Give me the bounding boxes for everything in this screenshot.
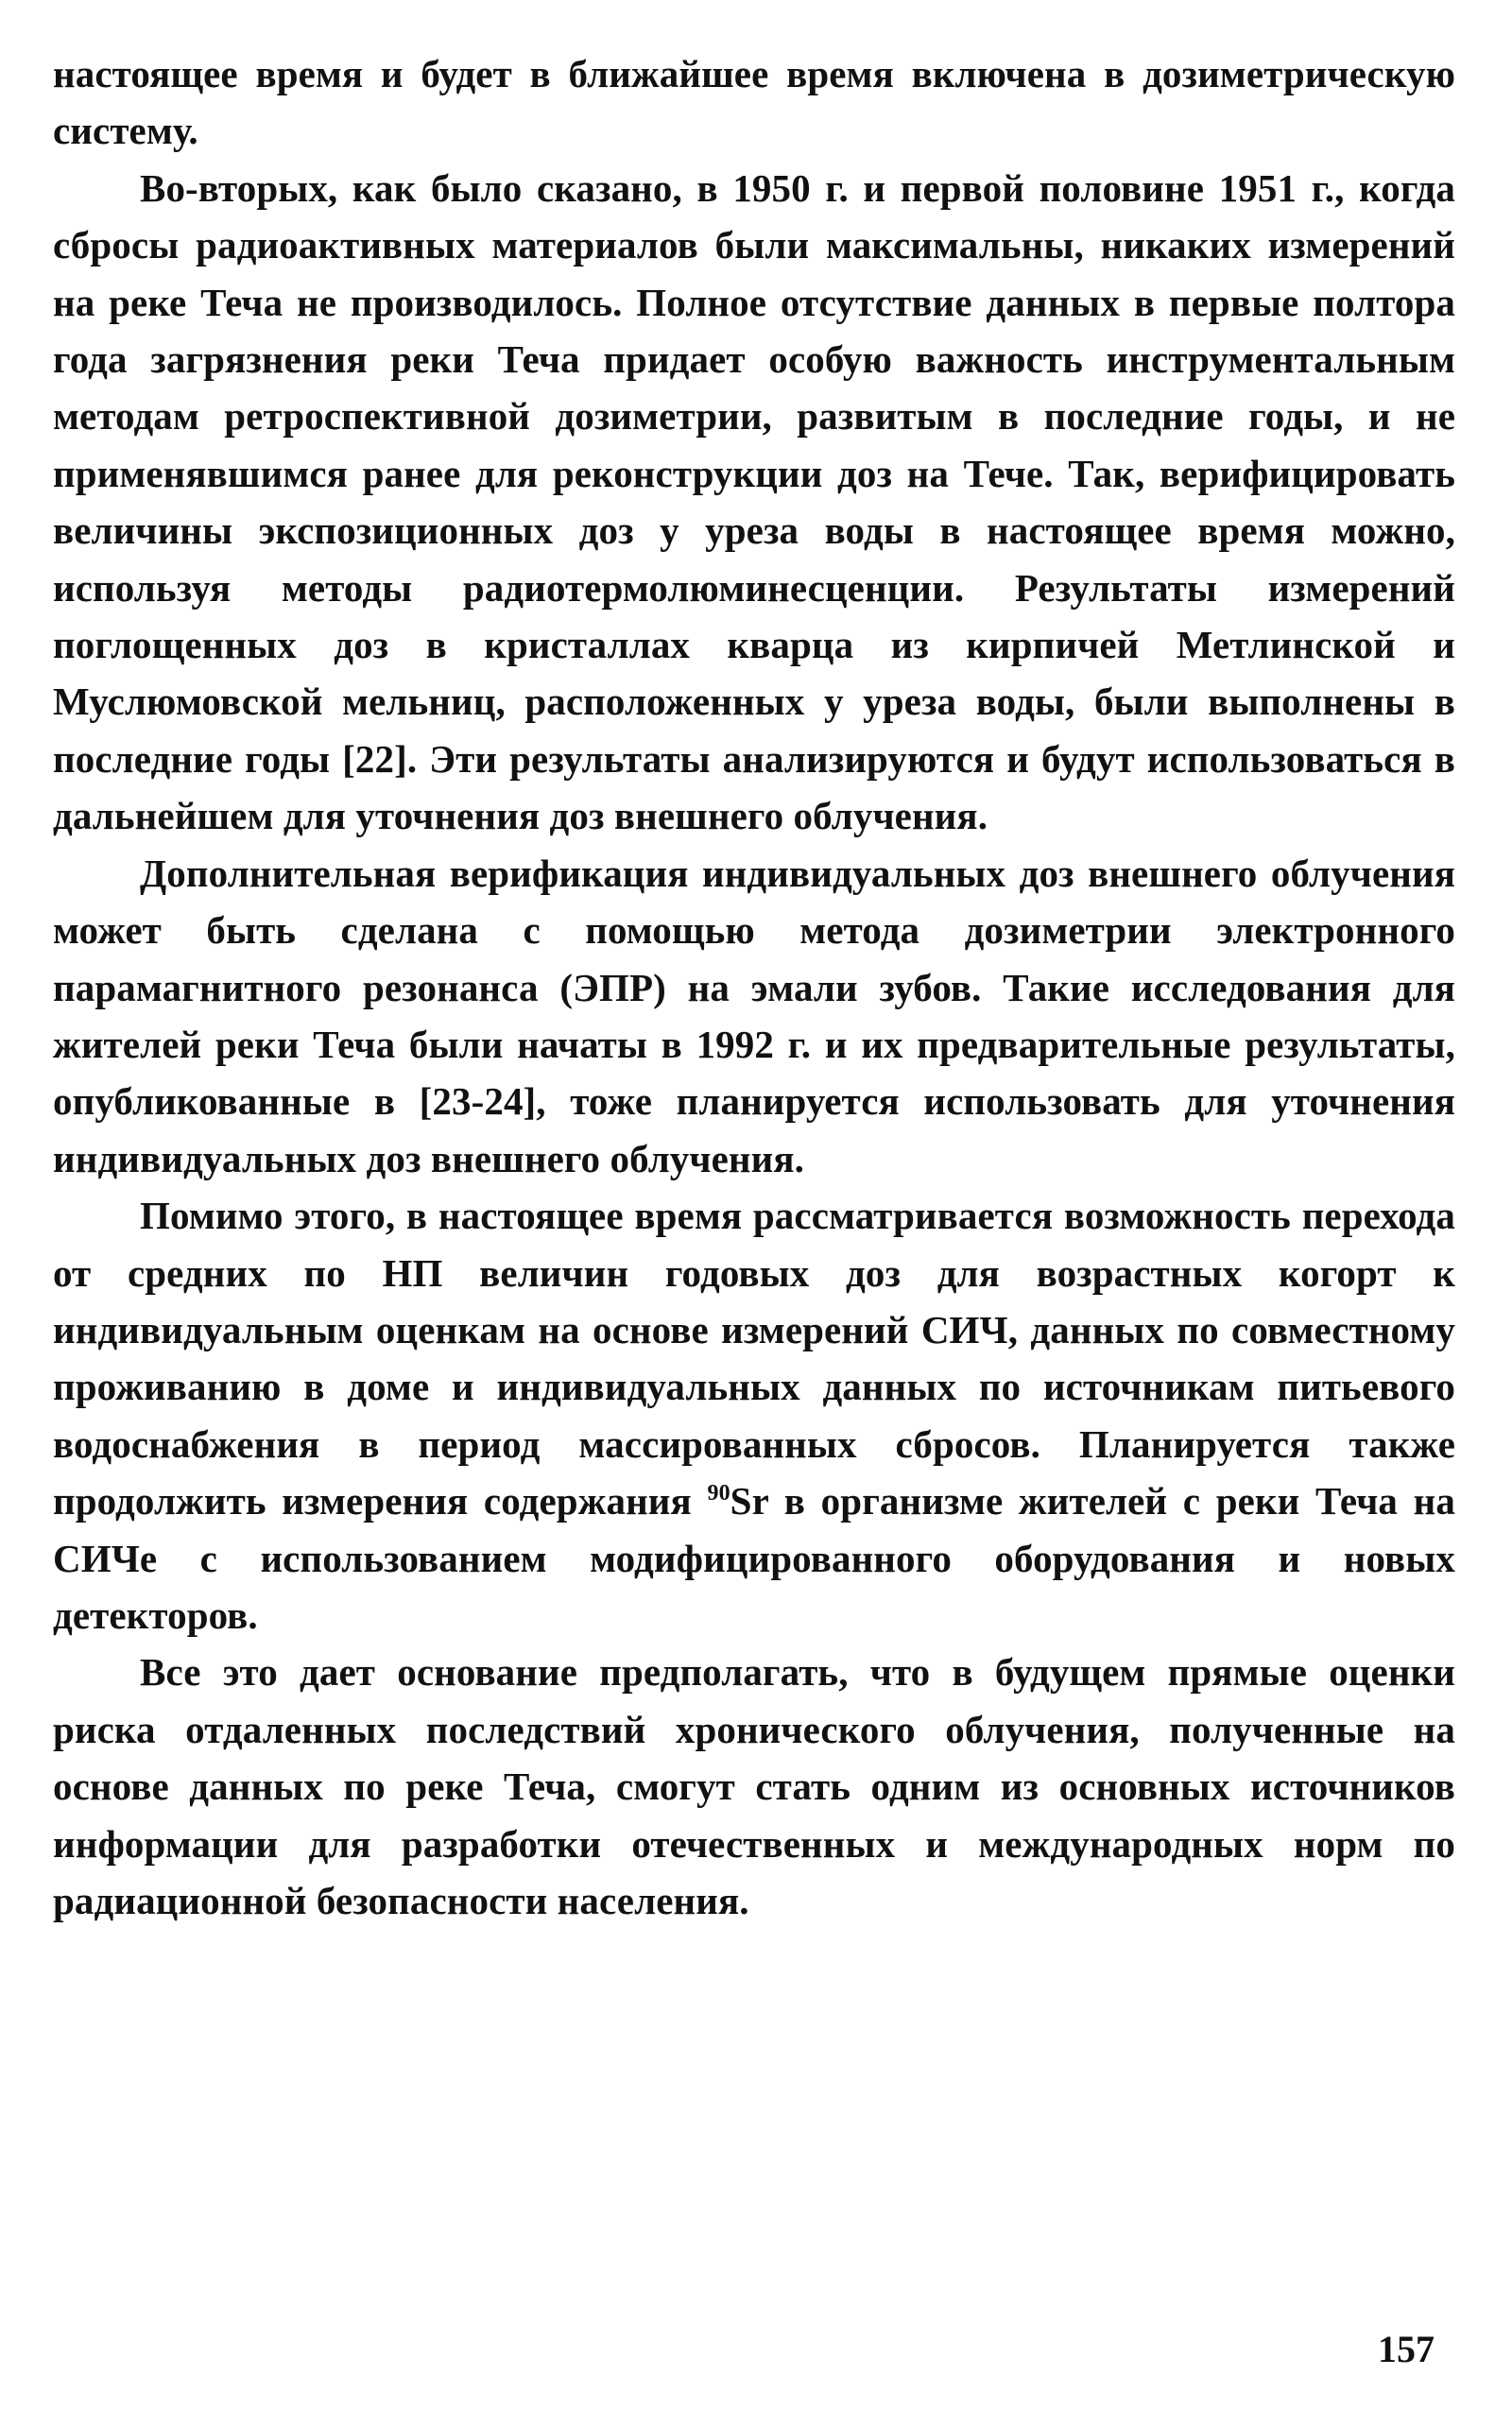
paragraph-conclusion: Все это дает основание предполагать, что в будущем прямые оценки риска отдаленных последствий хронического облучения, полученные на основе данных по реке Теча, смогут стать одним из основных источников информации для разработки отечественных и международных норм по радиационной безопасности населения.	[53, 1650, 1455, 1922]
document-page	[53, 45, 1455, 1929]
paragraph-text-before-isotope: Помимо этого, в настоящее время рассматривается возможность перехода от средних по НП величин годовых доз для возрастных когорт к индивидуальным оценкам на основе измерений СИЧ, данных по совместному проживанию в доме и индивидуальных данных по источникам питьевого водоснабжения в период массированных сбросов. Планируется также продолжить измерения содержания	[53, 1194, 1455, 1523]
page-number: 157	[1378, 2328, 1435, 2370]
isotope-mass-number: 90	[707, 1481, 730, 1506]
paragraph-retrospective-dosimetry: Во-вторых, как было сказано, в 1950 г. и первой половине 1951 г., когда сбросы радиоактивных материалов были максимальны, никаких измерений на реке Теча не производилось. Полное отсутствие данных в первые полтора года загрязнения реки Теча придает особую важность инструментальным методам ретроспективной дозиметрии, развитым в последние годы, и не применявшимся ранее для реконструкции доз на Тече. Так, верифицировать величины экспозиционных доз у уреза воды в настоящее время можно, используя методы радиотермолюминесценции. Результаты измерений поглощенных доз в кристаллах кварца из кирпичей Метлинской и Муслюмовской мельниц, расположенных у уреза воды, были выполнены в последние годы [22]. Эти результаты анализируются и будут использоваться в дальнейшем для уточнения доз внешнего облучения.	[53, 165, 1455, 838]
isotope-symbol: Sr	[730, 1479, 769, 1523]
paragraph-individual-estimates	[53, 1187, 1455, 1644]
paragraph-epr-verification: Дополнительная верификация индивидуальных доз внешнего облучения может быть сделана с помощью метода дозиметрии электронного парамагнитного резонанса (ЭПР) на эмали зубов. Такие исследования для жителей реки Теча были начаты в 1992 г. и их предварительные результаты, опубликованные в [23-24], тоже планируется использовать для уточнения индивидуальных доз внешнего облучения.	[53, 851, 1455, 1180]
paragraph-continuation: настоящее время и будет в ближайшее время включена в дозиметрическую систему.	[53, 52, 1455, 153]
paragraph-text-after-isotope: в организме жителей с реки Теча на СИЧе с использованием модифицированного оборудования и новых детекторов.	[53, 1479, 1455, 1637]
